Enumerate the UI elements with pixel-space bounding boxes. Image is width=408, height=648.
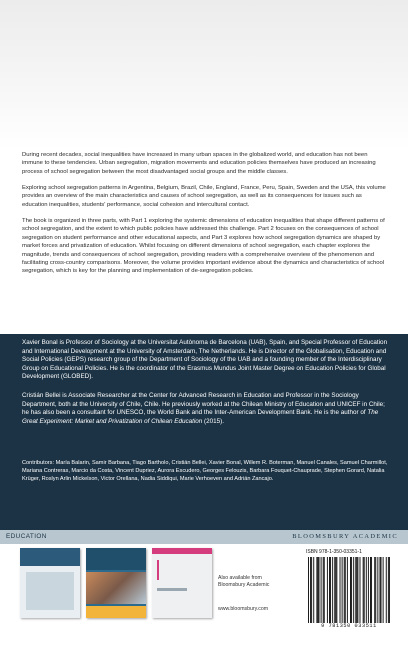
bio-bonal: Xavier Bonal is Professor of Sociology at the Universitat Autònoma de Barcelona (UAB), Spain, and Special Professor of Education and International Development at the University of Amsterdam, The Netherlands. He is Director of the Globalisation, Education and Social Policies (GEPS) research group of the Department of Sociology of the UAB and a founding member of the Interdisciplinary Group on Educational Policies. He is the coordinator of the Erasmus Mundus Joint Master Degree on Education Policies for Global Development (GLOBED).: [22, 339, 388, 381]
related-book-thumbnail-1: [20, 548, 80, 618]
blurb-text: [22, 151, 388, 284]
bio-bellei-year: (2015).: [202, 417, 224, 425]
category-label: EDUCATION: [6, 533, 47, 540]
blurb-paragraph-3: The book is organized in three parts, with Part 1 exploring the systemic dimensions of education inequalities that shape different patterns of school segregation, and the extent to which public policies have addressed this challenge. Part 2 focuses on the consequences of school segregation on student performance and other educational aspects, and Part 3 explores how school segregation dynamics are shaped by market forces and privatization of education. Whilst focusing on different dimensions of school segregation, each chapter explores the magnitude, trends and consequences of school segregation, providing readers with a comprehensive overview of the phenomenon and facilitating cross-country comparisons. Moreover, the volume provides important evidence about the dynamics and characteristics of school segregation, which is key for the planning and implementation of de-segregation policies.: [22, 218, 385, 275]
blurb-paragraph-1: During recent decades, social inequalities have increased in many urban spaces in the globalized world, and education has not been immune to these tendencies. Urban segregation, migration movements and education policies themselves have produced an increasing process of school segregation between the most disadvantaged social groups and the middle classes.: [22, 152, 376, 175]
publisher-url: www.bloomsbury.com: [218, 606, 269, 612]
bio-bellei: [22, 392, 388, 426]
blurb-paragraph-2: Exploring school segregation patterns in Argentina, Belgium, Brazil, Chile, England, France, Peru, Spain, Sweden and the USA, this volume provides an overview of the main characteristics and causes of school segregation, as well as its consequences for issues such as education inequalities, students' performance, social cohesion and intercultural contact.: [22, 185, 386, 208]
isbn-label: ISBN 978-1-350-03351-1: [306, 549, 362, 555]
also-available-note: Also available from Bloomsbury Academic: [218, 575, 270, 588]
publisher-name: BLOOMSBURY ACADEMIC: [292, 533, 398, 540]
related-book-thumbnail-2: [86, 548, 146, 618]
barcode-block: [306, 548, 392, 632]
barcode-icon: [308, 557, 390, 623]
contributors-list: Contributors: María Balarin, Samir Barbana, Tiago Bartholo, Cristián Bellei, Xavier Bonal, Willem R. Boterman, Manuel Canales, Samuel Charmillot, Mariana Contreras, Marcio da Costa, Vincent Dupriez, Aurora Escudero, Georges Felouzis, Barbara Fouquet-Chauprade, Stephen Gorard, Natalia Krüger, Roslyn Arlin Mickelson, Victor Orellana, Nadia Siddiqui, Marie Verhoeven and Adrián Zancajo.: [22, 460, 388, 483]
related-book-thumbnail-3: [152, 548, 212, 618]
top-background-band: [0, 0, 408, 150]
bio-bellei-book-title: The Great Experiment: Market and Privatization of Chilean Education: [22, 409, 379, 425]
barcode-digits: 9 781350 033511: [321, 623, 377, 629]
bio-bellei-text: Cristián Bellei is Associate Researcher at the Center for Advanced Research in Education and Professor in the Sociology Department, both at the University of Chile, Chile. He previously worked at the Chilean Ministry of Education and UNICEF in Chile; he has also been a consultant for UNESCO, the World Bank and the Inter-American Development Bank. He is the author of: [22, 392, 385, 417]
category-strip: [0, 530, 408, 544]
author-bio-panel: [0, 334, 408, 530]
